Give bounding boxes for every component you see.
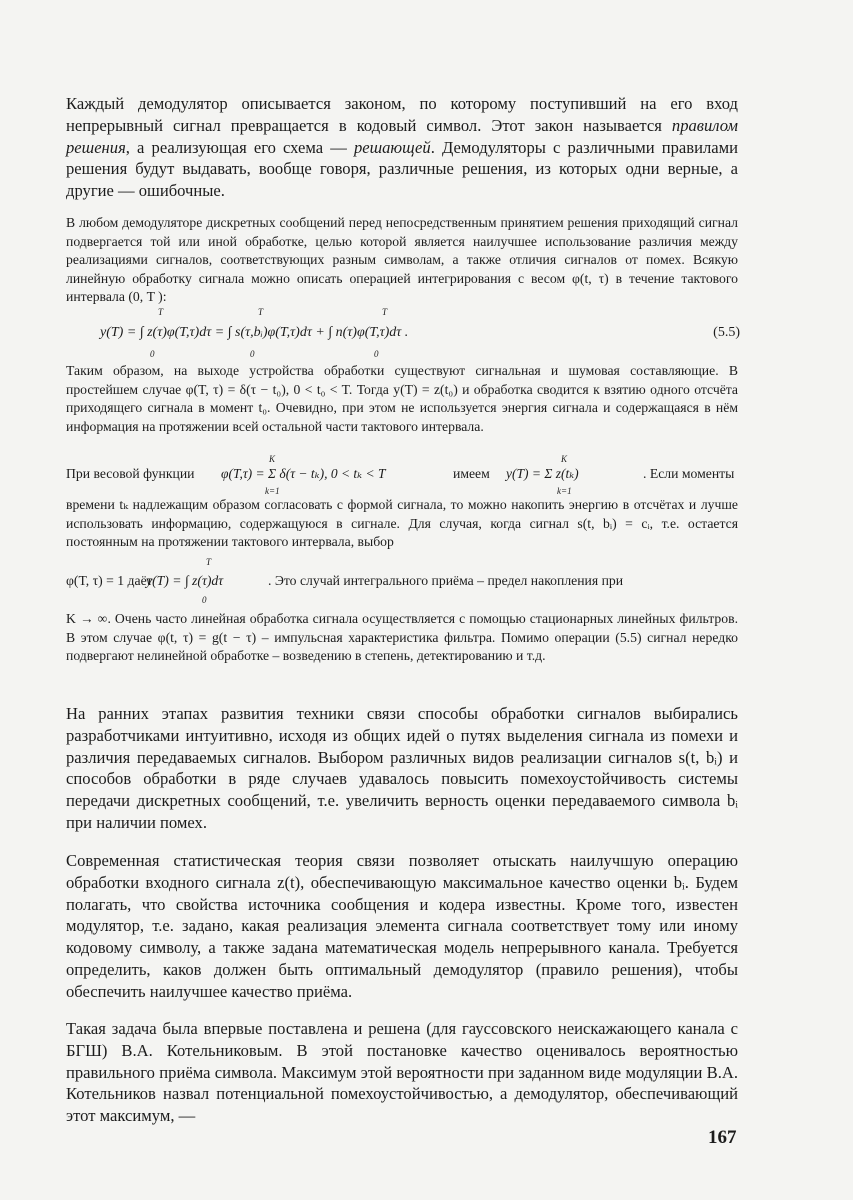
paragraph-sampling-times: времени tₖ надлежащим образом согласовать с формой сигнала, то можно накопить энергию в отсчётах и лучше использовать информацию, содержащуюся в сигнале. Для случая, когда сигнал s(t, bᵢ) = cᵢ, т.е. остается постоянным на протяжении тактового интервала, выбор: [66, 497, 738, 550]
formula-delta-sum: [221, 454, 421, 494]
integral-lower-limit: 0: [202, 595, 207, 605]
integral-reception-text: . Это случай интегрального приёма – предел накопления при: [268, 573, 624, 588]
integral-reception-expression: y(T) = ∫ z(τ)dτ: [146, 573, 224, 588]
formula-number: (5.5): [713, 325, 740, 340]
paragraph-linear-filters: K → ∞. Очень часто линейная обработка сигнала осуществляется с помощью стационарных линейных фильтров. В этом случае φ(t, τ) = g(t − τ) – импульсная характеристика фильтра. Помимо операции (5.5) сигнал нередко подвергают нелинейной обработке – возведению в степень, детектированию и т.д.: [66, 611, 738, 664]
formula-upper-limit-1: T: [158, 307, 164, 317]
weight-function-text: При весовой функции: [66, 466, 195, 481]
delta-sum-lower: k=1: [265, 486, 280, 496]
delta-sum-upper: K: [269, 454, 276, 464]
p1-emphasis-decisive: решающей: [353, 137, 431, 157]
p1-emphasis-rule: правилом решения: [66, 115, 738, 157]
have-text: имеем: [453, 466, 490, 481]
formula-lower-limit-1: 0: [150, 349, 155, 359]
integral-upper-limit: T: [206, 557, 212, 567]
formula-5-5: [100, 307, 740, 363]
formula-lower-limit-2: 0: [250, 349, 255, 359]
formula-upper-limit-2: T: [258, 307, 264, 317]
formula-upper-limit-3: T: [382, 307, 388, 317]
sample-sum-upper: K: [561, 454, 568, 464]
delta-sum-expression: φ(T,τ) = Σ δ(τ − tₖ), 0 < tₖ < T: [221, 466, 386, 481]
p1-text-b: , а реализующая его схема —: [125, 137, 354, 157]
weight-one-text: φ(T, τ) = 1 даёт: [66, 573, 153, 588]
paragraph-signal-noise-components: Таким образом, на выходе устройства обработки существуют сигнальная и шумовая составляющие. В простейшем случае φ(T, τ) = δ(τ − t₀), 0 < t₀ < T. Тогда y(T) = z(t₀) и обработка сводится к взятию одного отсчёта приходящего сигнала в момент t₀. Очевидно, при этом не используется энергия сигнала и содержащаяся в нём информация на протяжении всей остальной части тактового интервала.: [66, 363, 738, 434]
paragraph-kotelnikov: Такая задача была впервые поставлена и решена (для гауссовского неискажающего канала с БГШ) В.А. Котельниковым. В этой постановке качество оценивалось вероятностью правильного приёма символа. Максимум этой вероятности при заданном виде модуляции В.А. Котельников назвал потенциальной помехоустойчивостью, а демодулятор, обеспечивающий этот максимум, —: [66, 1019, 738, 1126]
paragraph-decision-rule: [66, 93, 738, 202]
paragraph-linear-processing: В любом демодуляторе дискретных сообщений перед непосредственным принятием решения приходящий сигнал подвергается той или иной обработке, целью которой является наилучшее использование различия между реализациями сигналов, соответствующих разным символам, а также отличия сигналов от помех. Всякую линейную обработку сигнала можно описать операцией интегрирования с весом φ(t, τ) в течение тактового интервала (0, T ):: [66, 215, 738, 305]
formula-5-5-expression: y(T) = ∫ z(τ)φ(T,τ)dτ = ∫ s(τ,bᵢ)φ(T,τ)dτ + ∫ n(τ)φ(T,τ)dτ .: [100, 325, 409, 340]
formula-lower-limit-3: 0: [374, 349, 379, 359]
sample-sum-expression: y(T) = Σ z(tₖ): [506, 466, 579, 481]
paragraph-statistical-theory: Современная статистическая теория связи позволяет отыскать наилучшую операцию обработки входного сигнала z(t), обеспечивающую максимальное качество оценки bᵢ. Будем полагать, что свойства источника сообщения и кодера известны. Кроме того, известен модулятор, т.е. задано, какая реализация элемента сигнала соответствует тому или иному кодовому символу, а также задана математическая модель непрерывного канала. Требуется определить, каков должен быть оптимальный демодулятор (правило решения), чтобы обеспечить наилучшее качество приёма.: [66, 851, 738, 1001]
p1-text-a: Каждый демодулятор описывается законом, по которому поступивший на его вход непрерывный сигнал превращается в кодовый символ. Этот закон называется: [66, 94, 738, 135]
p1-text-c: . Демодуляторы с различными правилами решения будут выдавать, вообще говоря, различные решения, из которых одни верные, а другие — ошибочные.: [66, 137, 738, 201]
paragraph-early-stages: На ранних этапах развития техники связи способы обработки сигналов выбирались разработчиками интуитивно, исходя из общих идей о путях выделения сигнала из помехи и различия передаваемых сигналов. Выбором различных видов реализации сигналов s(t, bᵢ) и способов обработки в ряде случаев удавалось повысить помехоустойчивость системы передачи дискретных сообщений, т.е. увеличить верность оценки передаваемого символа bᵢ при наличии помех.: [66, 704, 738, 832]
sample-sum-lower: k=1: [557, 486, 572, 496]
page-number: 167: [708, 1127, 737, 1148]
if-moments-text: . Если моменты: [643, 466, 735, 481]
